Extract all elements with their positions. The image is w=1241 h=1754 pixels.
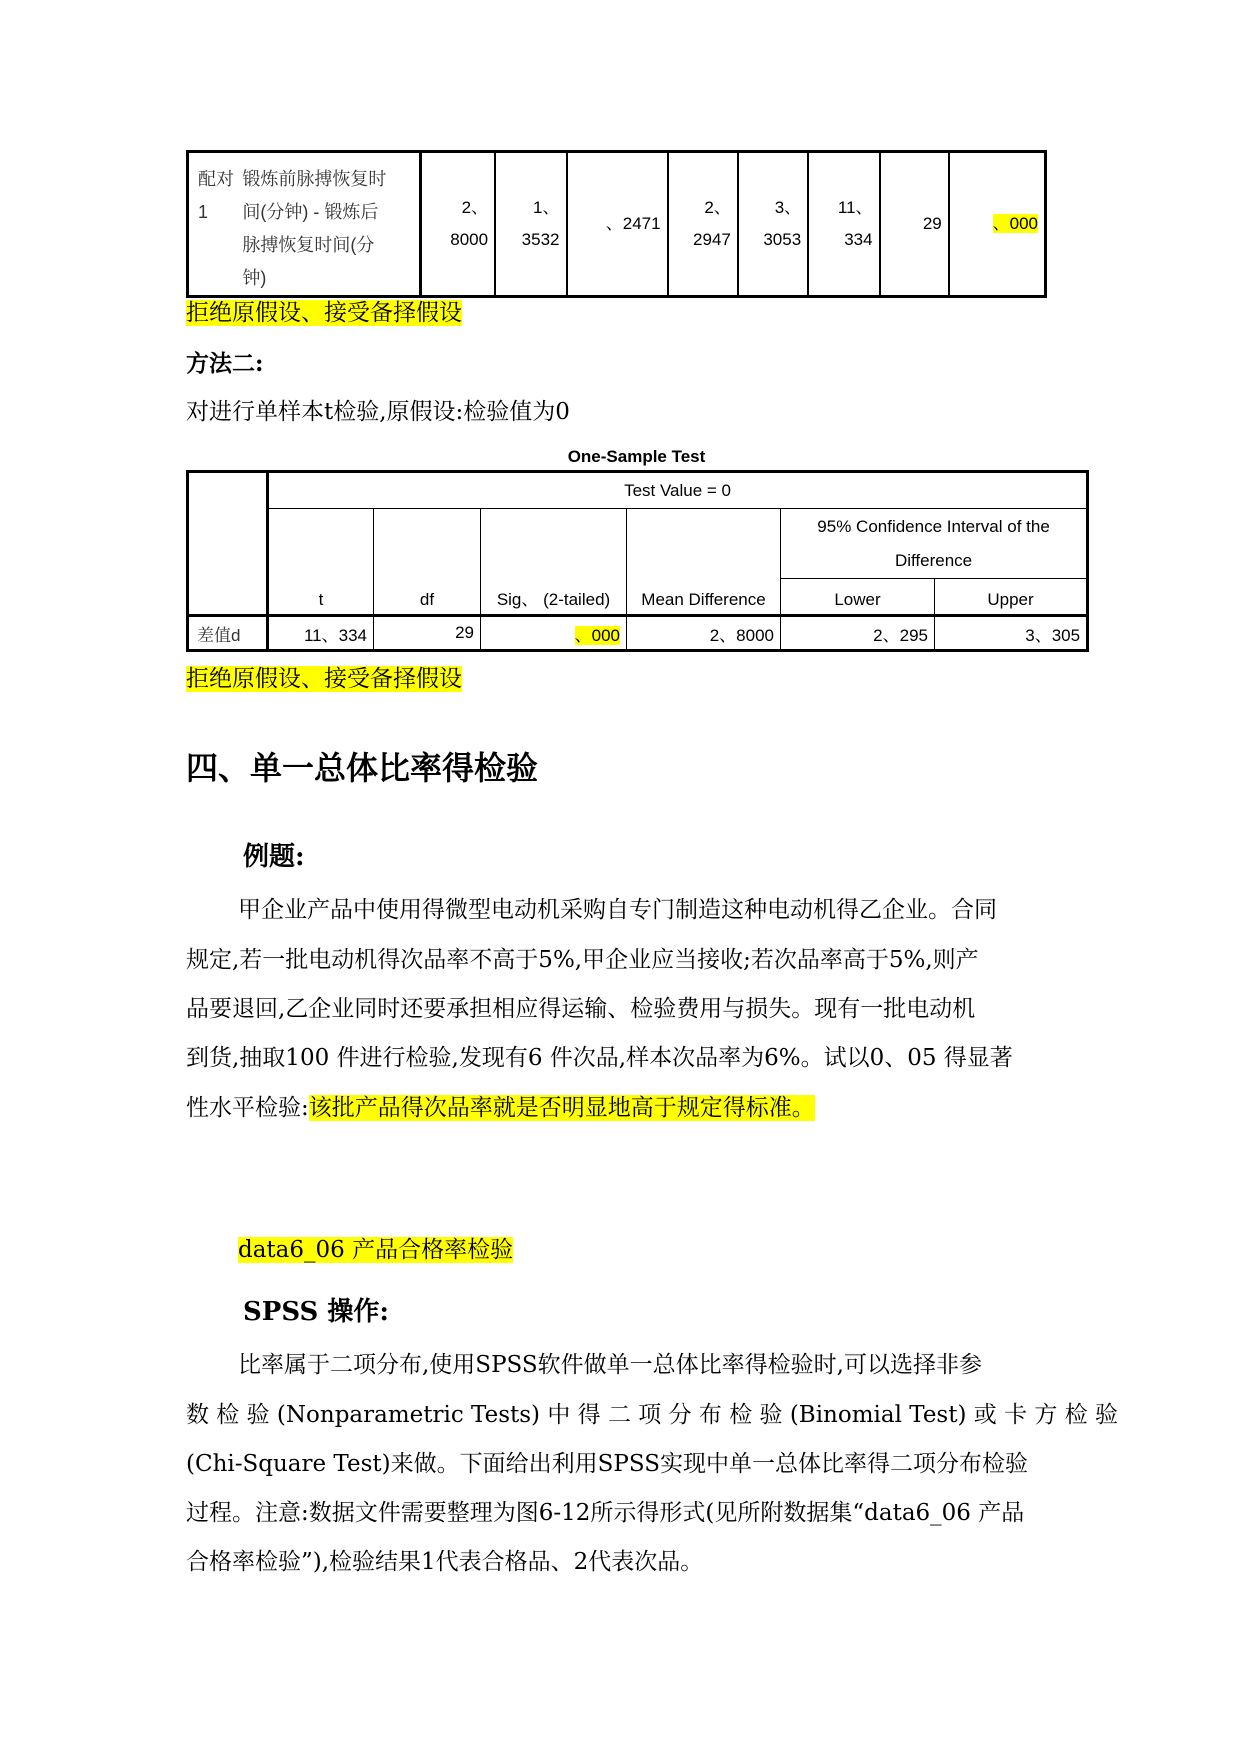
spss-line: 比率属于二项分布,使用SPSS软件做单一总体比率得检验时,可以选择非参 [238,1352,982,1378]
spss-line: 合格率检验”),检验结果1代表合格品、2代表次品。 [186,1549,704,1575]
df-cell [880,152,949,297]
mean-diff-value: 2、8000 [627,616,781,651]
pair-description-line: 间(分钟) - 锻炼后 [242,202,379,222]
cell-line: 3053 [763,230,802,249]
pair-label-line: 1 [198,202,209,222]
cell-line: 3532 [521,230,560,249]
t-value: 11、334 [268,616,374,651]
sig-value-cell [481,616,627,651]
example-last-highlight: 该批产品得次品率就是否明显地高于规定得标准。 [308,1095,815,1121]
conclusion-2 [186,664,462,694]
col-header-t: t [268,509,374,616]
dataset-label [238,1235,513,1265]
cell-line: 2、 [461,198,489,217]
pair-description-line: 脉搏恢复时间(分 [242,235,375,255]
example-line: 甲企业产品中使用得微型电动机采购自专门制造这种电动机得乙企业。合同 [238,897,997,923]
pair-description-line: 钟) [242,268,267,288]
pair-description [242,152,420,297]
spss-line: 数 检 验 (Nonparametric Tests) 中 得 二 项 分 布 检 验 (Binomial Test) 或 卡 方 检 验 [186,1402,1119,1428]
corner-cell [188,472,268,616]
upper-value: 3、305 [935,616,1088,651]
mean-cell [420,152,495,297]
ci-header-line: 95% Confidence Interval of the [817,516,1050,536]
dataset-label-text: data6_06 产品合格率检验 [238,1237,514,1263]
spss-heading: SPSS 操作: [243,1297,389,1327]
cell-line: 11、 [837,198,873,217]
ci-header [781,509,1088,579]
conclusion-2-text: 拒绝原假设、接受备择假设 [186,666,462,692]
test-value-header: Test Value = 0 [268,472,1088,509]
example-line-last [186,1093,815,1123]
pair-label-line: 配对 [198,169,234,189]
paired-test-table [186,150,1047,298]
row-label: 差值d [188,616,268,651]
ci-upper-cell [738,152,808,297]
method2-text: 对进行单样本t检验,原假设:检验值为0 [186,399,570,425]
cell-line: 3、 [774,198,802,217]
example-heading: 例题: [243,842,305,872]
df-value: 29 [374,616,481,651]
table-title: One-Sample Test [567,447,706,466]
cell-line: 2、 [704,198,731,217]
example-line: 规定,若一批电动机得次品率不高于5%,甲企业应当接收;若次品率高于5%,则产 [186,947,979,973]
col-header-upper: Upper [935,579,1088,616]
table-row [188,616,1088,651]
std-error-cell [567,152,668,297]
lower-value: 2、295 [781,616,935,651]
cell-line: 29 [922,214,942,233]
method2-heading: 方法二: [186,350,264,377]
col-header-mean-diff: Mean Difference [627,509,781,616]
ci-lower-cell [668,152,738,297]
pair-description-line: 锻炼前脉搏恢复时 [242,169,387,189]
one-sample-test-table [186,470,1089,652]
sig-value: 、000 [992,214,1038,233]
cell-line [950,208,1038,240]
cell-line: 、2471 [605,214,661,233]
col-header-lower: Lower [781,579,935,616]
section-heading: 四、单一总体比率得检验 [186,749,539,787]
sig-cell [949,152,1046,297]
cell-line: 1、 [533,198,560,217]
spss-line: (Chi-Square Test)来做。下面给出利用SPSS实现中单一总体比率得二项分布检验 [186,1451,1028,1477]
t-cell [808,152,879,297]
col-header-sig: Sig、 (2-tailed) [481,509,627,616]
col-header-df: df [374,509,481,616]
cell-line: 2947 [693,230,731,249]
example-last-prefix: 性水平检验: [186,1095,309,1121]
example-line: 到货,抽取100 件进行检验,发现有6 件次品,样本次品率为6%。试以0、05 得显著 [186,1045,1013,1071]
example-line: 品要退回,乙企业同时还要承担相应得运输、检验费用与损失。现有一批电动机 [186,996,976,1022]
ci-header-line: Difference [894,550,973,570]
sig-value: 、000 [574,625,620,645]
pair-label [188,152,243,297]
spss-line: 过程。注意:数据文件需要整理为图6-12所示得形式(见所附数据集“data6_06 产品 [186,1500,1025,1526]
conclusion-1 [186,298,462,328]
conclusion-1-text: 拒绝原假设、接受备择假设 [186,300,462,326]
std-deviation-cell [495,152,566,297]
cell-line: 8000 [450,230,489,249]
cell-line: 334 [844,230,873,249]
